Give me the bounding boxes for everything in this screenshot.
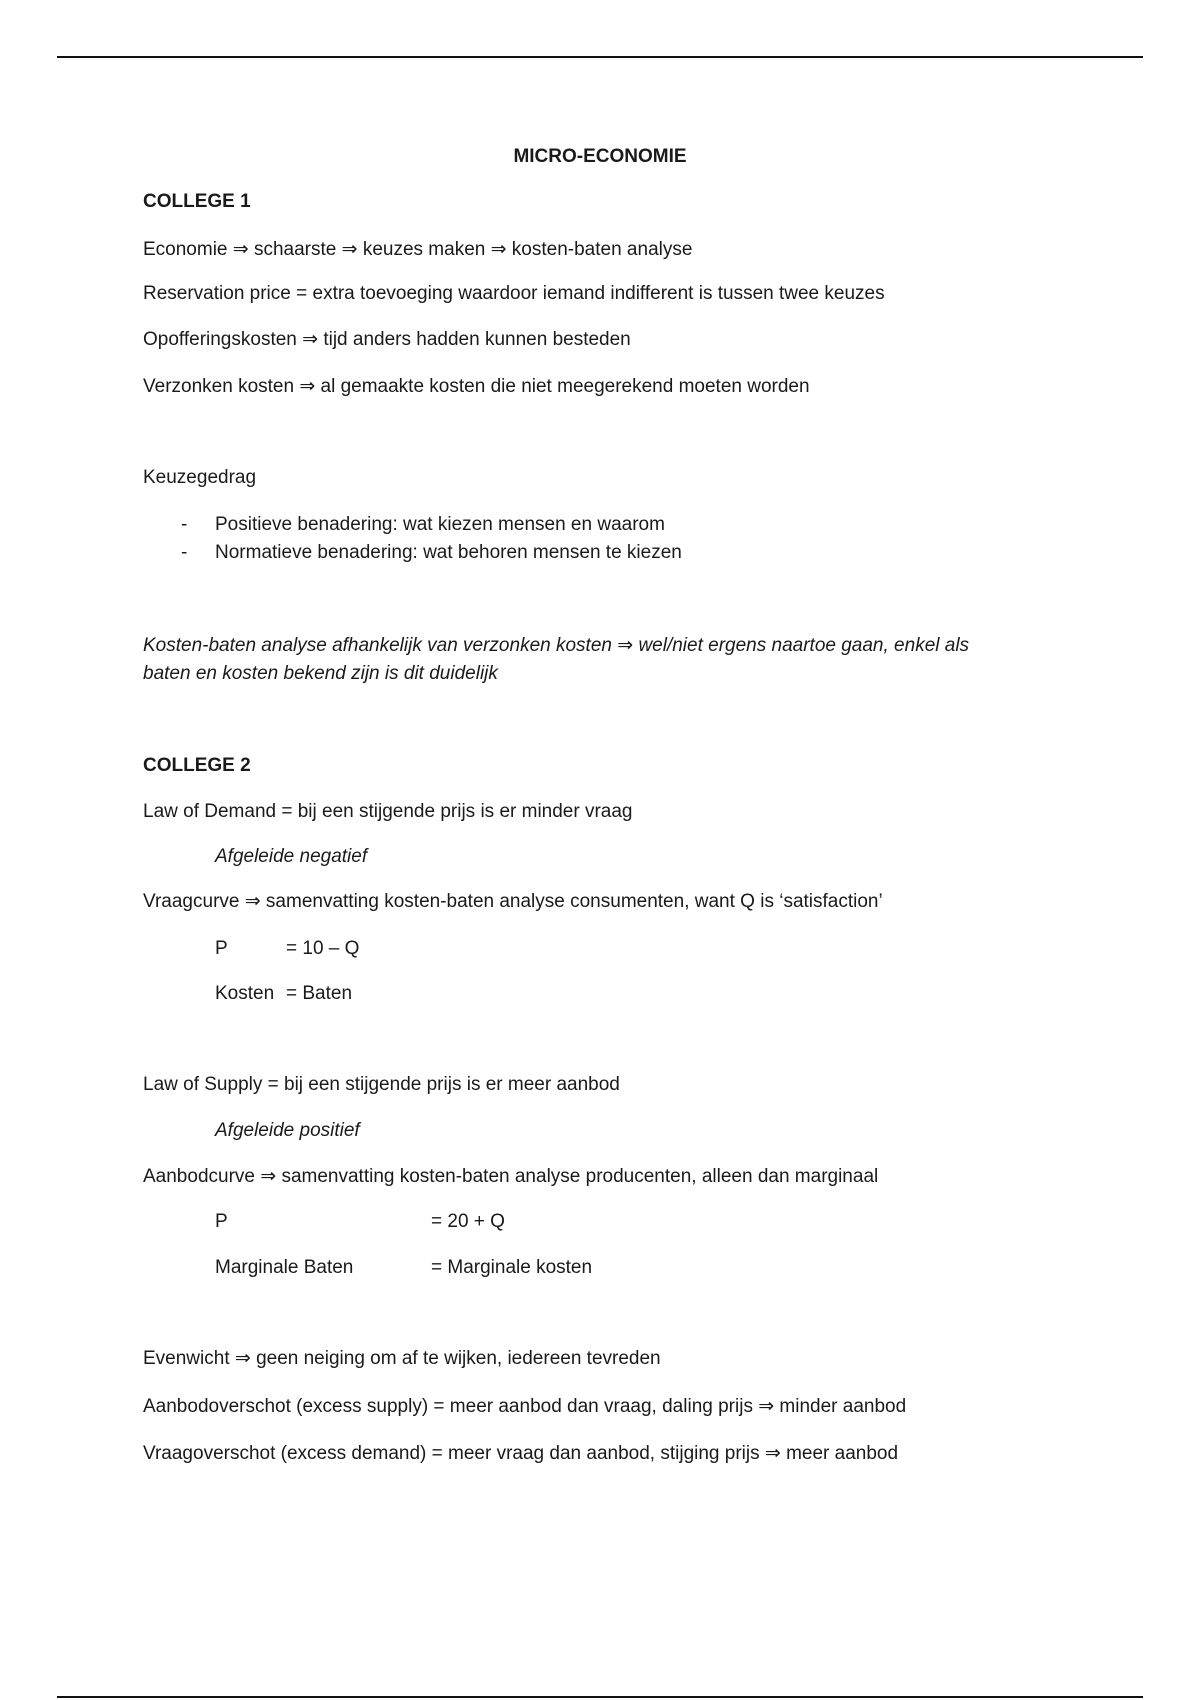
demand-derivative: Afgeleide negatief (215, 846, 368, 867)
aanbodcurve-paragraph: Aanbodcurve ⇒ samenvatting kosten-baten analyse producenten, alleen dan marginaal (143, 1166, 879, 1187)
list-item: Normatieve benadering: wat behoren mensen te kiezen (215, 542, 682, 563)
bullet-marker: - (181, 514, 188, 535)
page-title: MICRO-ECONOMIE (513, 146, 687, 167)
law-of-supply: Law of Supply = bij een stijgende prijs is er meer aanbod (143, 1074, 620, 1095)
demand-eq1-right: = 10 – Q (286, 938, 360, 959)
evenwicht-paragraph: Evenwicht ⇒ geen neiging om af te wijken, iedereen tevreden (143, 1348, 661, 1369)
demand-eq1-left: P (215, 938, 228, 959)
college-2-heading: COLLEGE 2 (143, 755, 251, 776)
vraagcurve-paragraph: Vraagcurve ⇒ samenvatting kosten-baten analyse consumenten, want Q is ‘satisfaction’ (143, 891, 883, 912)
college-1-heading: COLLEGE 1 (143, 191, 251, 212)
paragraph-reservation-price: Reservation price = extra toevoeging waardoor iemand indifferent is tussen twee keuzes (143, 283, 885, 304)
law-of-demand: Law of Demand = bij een stijgende prijs is er minder vraag (143, 801, 633, 822)
footer-rule (57, 1696, 1143, 1698)
supply-derivative: Afgeleide positief (215, 1120, 360, 1141)
keuzegedrag-heading: Keuzegedrag (143, 467, 257, 488)
demand-eq2-right: = Baten (286, 983, 353, 1004)
bullet-marker: - (181, 542, 188, 563)
supply-eq2-left: Marginale Baten (215, 1257, 354, 1278)
paragraph-verzonken-kosten: Verzonken kosten ⇒ al gemaakte kosten die niet meegerekend moeten worden (143, 376, 810, 397)
supply-eq2-right: = Marginale kosten (431, 1257, 593, 1278)
demand-eq2-left: Kosten (215, 983, 275, 1004)
note-line: baten en kosten bekend zijn is dit duidelijk (143, 663, 498, 684)
supply-eq1-right: = 20 + Q (431, 1211, 505, 1232)
aanbodoverschot-paragraph: Aanbodoverschot (excess supply) = meer aanbod dan vraag, daling prijs ⇒ minder aanbod (143, 1396, 907, 1417)
paragraph-opofferingskosten: Opofferingskosten ⇒ tijd anders hadden kunnen besteden (143, 329, 631, 350)
note-line: Kosten-baten analyse afhankelijk van verzonken kosten ⇒ wel/niet ergens naartoe gaan, enkel als (143, 635, 970, 656)
supply-eq1-left: P (215, 1211, 228, 1232)
vraagoverschot-paragraph: Vraagoverschot (excess demand) = meer vraag dan aanbod, stijging prijs ⇒ meer aanbod (143, 1443, 899, 1464)
paragraph-economie: Economie ⇒ schaarste ⇒ keuzes maken ⇒ kosten-baten analyse (143, 239, 693, 260)
list-item: Positieve benadering: wat kiezen mensen en waarom (215, 514, 665, 535)
header-rule (57, 56, 1143, 58)
